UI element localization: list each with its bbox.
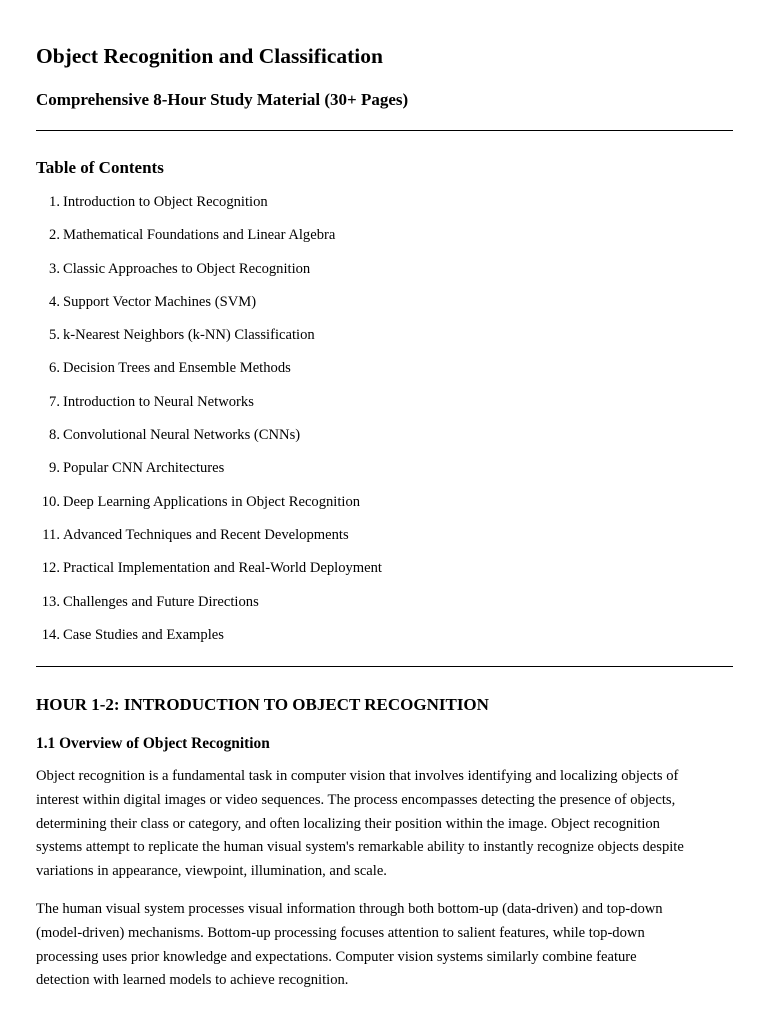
- toc-item-number: 4.: [49, 293, 60, 310]
- toc-item-number: 1.: [49, 194, 60, 210]
- toc-item-label: Introduction to Object Recognition: [63, 194, 268, 210]
- toc-item: [36, 424, 382, 457]
- toc-item-label: Decision Trees and Ensemble Methods: [63, 360, 291, 377]
- toc-item-number: 3.: [49, 260, 60, 277]
- toc-item-number: 11.: [42, 526, 60, 543]
- toc-heading: Table of Contents: [36, 158, 164, 177]
- toc-item-number: 8.: [49, 427, 60, 444]
- paragraph-line: variations in appearance, viewpoint, illumination, and scale.: [36, 863, 387, 880]
- toc-item-label: Mathematical Foundations and Linear Algebra: [63, 227, 336, 244]
- paragraph-line: The human visual system processes visual information through both bottom-up (data-driven) and top-down: [36, 901, 663, 917]
- toc-item-number: 14.: [41, 626, 60, 643]
- toc-item-label: k-Nearest Neighbors (k-NN) Classification: [63, 327, 315, 344]
- paragraph-line: Object recognition is a fundamental task in computer vision that involves identifying and localizing objects of: [36, 768, 679, 784]
- toc-item: [36, 191, 382, 224]
- table-of-contents: [36, 191, 382, 657]
- toc-item-number: 2.: [49, 227, 60, 244]
- toc-item-number: 9.: [49, 460, 60, 477]
- toc-item: [36, 557, 382, 590]
- paragraph-line: detection with learned models to achieve recognition.: [36, 972, 349, 989]
- toc-item: [36, 291, 382, 324]
- toc-item: [36, 224, 382, 257]
- body-paragraph: [36, 898, 733, 993]
- toc-item-number: 5.: [49, 327, 60, 344]
- subsection-heading: 1.1 Overview of Object Recognition: [36, 735, 270, 752]
- toc-item: [36, 624, 382, 657]
- toc-item-label: Introduction to Neural Networks: [63, 393, 254, 410]
- toc-item: [36, 491, 382, 524]
- toc-item: [36, 357, 382, 390]
- toc-item-number: 7.: [49, 393, 60, 410]
- toc-item-label: Case Studies and Examples: [63, 626, 224, 643]
- paragraph-line: interest within digital images or video sequences. The process encompasses detecting the presence of objects,: [36, 791, 676, 808]
- toc-item-label: Advanced Techniques and Recent Developments: [63, 526, 349, 543]
- paragraph-line: (model-driven) mechanisms. Bottom-up processing focuses attention to salient features, while top-down: [36, 924, 645, 941]
- toc-item-number: 6.: [49, 360, 60, 377]
- toc-item-label: Practical Implementation and Real-World Deployment: [63, 560, 382, 577]
- toc-item-number: 12.: [41, 560, 60, 577]
- toc-item-label: Convolutional Neural Networks (CNNs): [63, 427, 301, 444]
- divider: [36, 130, 733, 131]
- toc-item-number: 10.: [41, 493, 60, 510]
- toc-item: [36, 258, 382, 291]
- toc-item-label: Deep Learning Applications in Object Recognition: [63, 493, 361, 510]
- document-title: Object Recognition and Classification: [36, 44, 383, 68]
- toc-item-label: Challenges and Future Directions: [63, 593, 259, 610]
- toc-item-label: Popular CNN Architectures: [63, 460, 225, 477]
- toc-item-label: Support Vector Machines (SVM): [63, 293, 257, 310]
- toc-item: [36, 591, 382, 624]
- paragraph-line: processing uses prior knowledge and expectations. Computer vision systems similarly combine feature: [36, 948, 637, 965]
- section-heading: HOUR 1-2: INTRODUCTION TO OBJECT RECOGNITION: [36, 695, 489, 714]
- body-paragraph: [36, 765, 733, 884]
- toc-item: [36, 391, 382, 424]
- toc-item-label: Classic Approaches to Object Recognition: [63, 260, 311, 277]
- toc-item: [36, 524, 382, 557]
- document-subtitle: Comprehensive 8-Hour Study Material (30+ Pages): [36, 90, 409, 109]
- toc-item-number: 13.: [41, 593, 60, 610]
- divider: [36, 666, 733, 667]
- paragraph-line: systems attempt to replicate the human visual system's remarkable ability to instantly recognize objects despite: [36, 839, 684, 856]
- paragraph-line: determining their class or category, and often localizing their position within the image. Object recognition: [36, 815, 660, 832]
- toc-item: [36, 324, 382, 357]
- toc-item: [36, 457, 382, 490]
